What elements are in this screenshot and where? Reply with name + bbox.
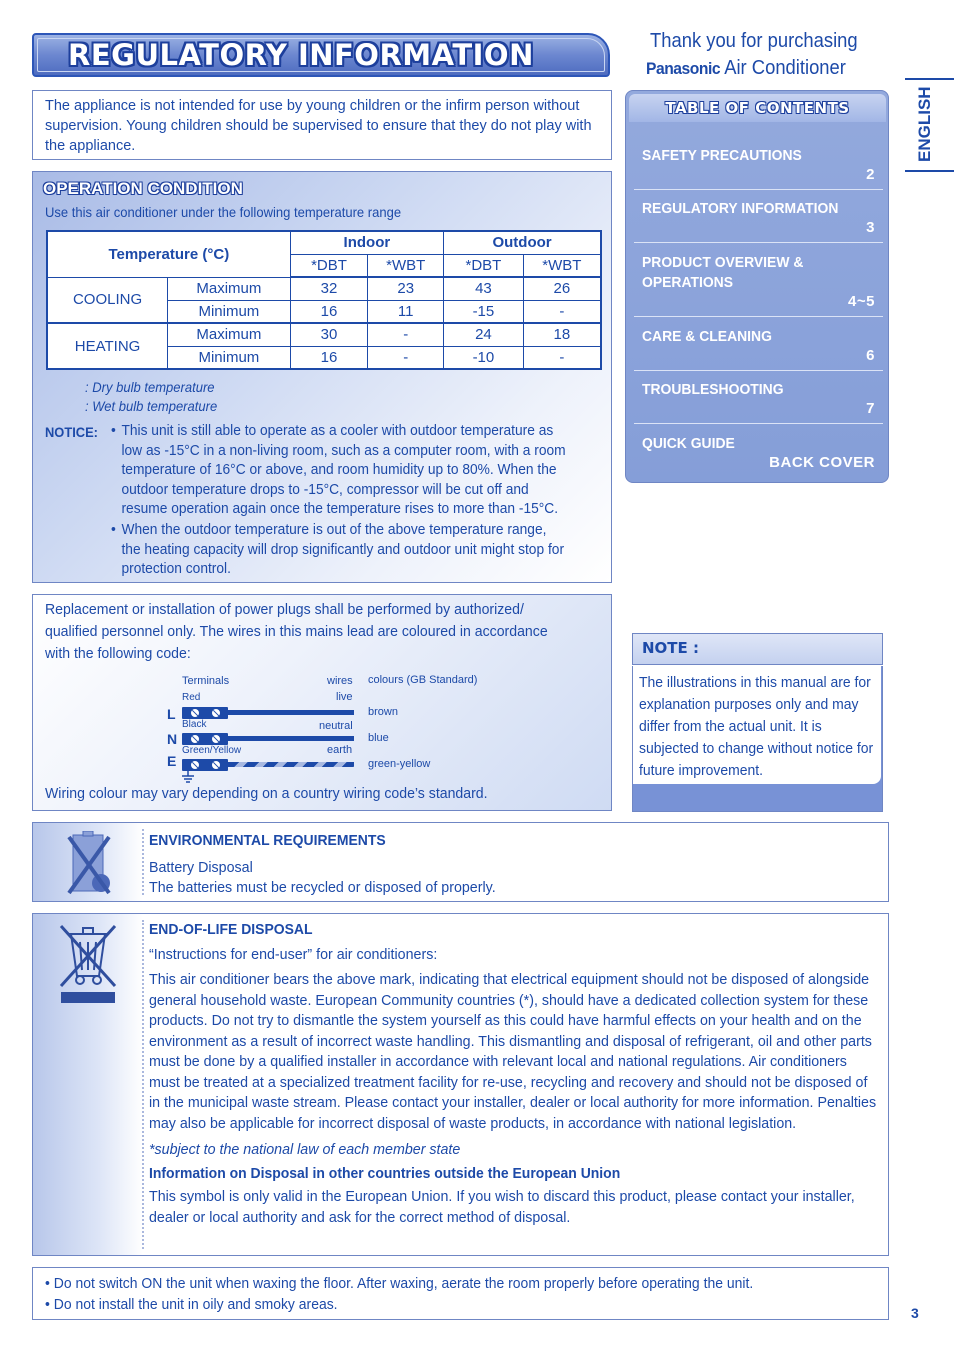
eol-heading: END-OF-LIFE DISPOSAL [149,921,313,938]
notice-text: When the outdoor temperature is out of the above temperature range, the heating capacity will drop significantly and outdoor unit might stop for protection control. [121,522,565,577]
brand-logo: Panasonic [646,59,721,78]
toc-item-label: SAFETY PRECAUTIONS [642,148,802,164]
end-of-life-section [32,913,889,1256]
terminal-block [182,707,228,719]
dotted-divider [142,829,144,895]
note-text: The illustrations in this manual are for explanation purposes only and may differ from the actual unit. It is subjected to change without notice for future improvement. [639,674,874,779]
range-cell: Maximum [168,323,291,346]
value-cell: 16 [290,346,368,369]
eol-footnote: *subject to the national law of each member state [149,1141,461,1158]
warning-line: • Do not install the unit in oily and smoky areas. [45,1296,338,1313]
toc-item-page: 6 [866,347,875,364]
toc-item-page: 2 [866,166,875,183]
wires-label: wires [327,675,353,687]
neutral-wire [228,736,354,741]
environment-line: Battery Disposal [149,858,253,876]
mode-cell: COOLING [47,277,168,323]
note-header [632,633,883,665]
table-of-contents [625,90,889,483]
toc-item[interactable] [634,327,883,371]
environment-content [149,831,882,899]
value-cell: 23 [368,277,444,300]
live-label: live [336,691,353,703]
value-cell: -10 [444,346,524,369]
language-label: ENGLISH [915,86,934,162]
eol-intro: “Instructions for end-user” for air conditioners: [149,945,438,963]
subcol-header: *WBT [523,254,601,277]
eol-outside-heading: Information on Disposal in other countries outside the European Union [149,1164,621,1182]
value-cell: - [523,300,601,323]
wiring-footer: Wiring colour may vary depending on a country wiring code’s standard. [45,785,488,802]
value-cell: 11 [368,300,444,323]
value-cell: 32 [290,277,368,300]
toc-item-label: CARE & CLEANING [642,329,772,345]
toc-item[interactable] [634,380,883,424]
operation-condition-section [32,171,612,583]
screw-icon [211,734,221,744]
value-cell: 30 [290,323,368,346]
value-cell: - [368,346,444,369]
bullet: • [111,522,116,538]
colours-label: colours (GB Standard) [368,674,478,686]
value-cell: 16 [290,300,368,323]
notice-label: NOTICE: [45,424,98,440]
terminal-letter-n: N [167,731,178,747]
earth-wire [228,762,354,767]
value-cell: 24 [444,323,524,346]
eol-body: This air conditioner bears the above mark, indicating that electrical equipment should not be disposed of alongside general household waste. European Community countries (*), should have a dedicated collection system for these products. Do not try to dismantle the system yourself as this could have harmful effects on your health and on the environment as a result of incorrect waste handling. This dismantling and disposal of refrigerant, oil and other parts must be done by a qualified installer in accordance with relevant local and national regulations. Air conditioners must be treated at a specialized treatment facility for re-use, recycling and recovery and should not be disposed of in the municipal waste stream. Please contact your installer, dealer or local authority for more information. Penalties may also be applicable for incorrect disposal of waste products, in accordance with national legislation. [149,971,877,1132]
weee-bin-icon [57,922,119,1004]
table-header-row [47,231,601,254]
toc-item-page: BACK COVER [769,454,875,471]
black-label: Black [182,719,207,730]
eol-outside-body: This symbol is only valid in the European Union. If you wish to discard this product, please contact your installer, dealer or local authority and ask for the correct method of disposal. [149,1188,855,1226]
temperature-table [46,230,602,370]
toc-title: TABLE OF CONTENTS [665,99,850,117]
table-row [47,323,601,346]
temp-header-cell: Temperature (°C) [47,231,290,277]
terminal-letter-e: E [167,753,177,769]
live-wire [228,710,354,715]
green-yellow-label: Green/Yellow [182,745,242,756]
wiring-instructions: Replacement or installation of power plugs shall be performed by authorized/ qualified personnel only. The wires in this mains lead are coloured in accordance with the following code: [45,601,548,662]
ground-icon [181,771,195,783]
operation-heading: OPERATION CONDITION [43,179,243,198]
screw-icon [190,760,200,770]
screw-icon [190,708,200,718]
wiring-section [32,594,612,811]
toc-item-label: PRODUCT OVERVIEW & [642,255,804,271]
screw-icon [190,734,200,744]
end-of-life-content [149,920,882,1228]
toc-item-page: 3 [866,219,875,236]
toc-item-label-line2: OPERATIONS [642,275,734,291]
subcol-header: *WBT [368,254,444,277]
page-number: 3 [911,1305,919,1321]
notice-item [111,521,567,580]
value-cell: - [523,346,601,369]
intro-notice: The appliance is not intended for use by young children or the infirm person without supervision. Young children should be supervised to ensure that they do not play with the appliance. [32,90,612,160]
red-label: Red [182,692,201,703]
language-tab [905,78,954,172]
notice-item [111,422,567,520]
environment-line: The batteries must be recycled or disposed of properly. [149,879,496,896]
subcol-header: *DBT [290,254,368,277]
warning-line: • Do not switch ON the unit when waxing the floor. After waxing, aerate the room properly before operating the unit. [45,1275,754,1292]
toc-header [629,94,886,122]
toc-item[interactable] [634,434,883,478]
value-cell: - [368,323,444,346]
value-cell: 18 [523,323,601,346]
green-yellow-colour-label: green-yellow [368,758,431,770]
bottom-warnings [32,1267,889,1320]
thanks-line: Thank you for purchasing [650,30,858,52]
value-cell: 26 [523,277,601,300]
environmental-requirements-section [32,822,889,902]
terminal-block [182,733,228,745]
dotted-divider [142,920,144,1249]
note-text-panel [633,666,881,784]
value-cell: 43 [444,277,524,300]
blue-label: blue [368,732,389,744]
legend-dbt: : Dry bulb temperature [85,379,215,395]
toc-item-label: TROUBLESHOOTING [642,382,784,398]
outdoor-header: Outdoor [444,231,601,254]
bullet: • [111,423,116,439]
legend-wbt: : Wet bulb temperature [85,398,218,414]
terminal-letter-l: L [167,706,176,722]
battery-disposal-icon [65,831,113,897]
mode-cell: HEATING [47,323,168,369]
title-banner [32,33,610,77]
toc-item-label: QUICK GUIDE [642,436,735,452]
thanks-product-line [646,57,846,80]
terminal-block [182,759,228,771]
toc-item-page: 7 [866,400,875,417]
note-title: NOTE : [642,639,700,657]
environment-heading: ENVIRONMENTAL REQUIREMENTS [149,832,386,849]
range-cell: Maximum [168,277,291,300]
operation-subheading: Use this air conditioner under the following temperature range [45,204,402,220]
toc-item[interactable] [634,146,883,190]
table-row [47,277,601,300]
toc-item[interactable] [634,253,883,317]
screw-icon [211,708,221,718]
note-body [632,666,883,812]
screw-icon [211,760,221,770]
terminals-label: Terminals [182,675,230,687]
value-cell: -15 [444,300,524,323]
range-cell: Minimum [168,300,291,323]
product-name: Air Conditioner [720,57,846,79]
earth-label: earth [327,744,353,756]
range-cell: Minimum [168,346,291,369]
page-title: REGULATORY INFORMATION [68,38,534,72]
title-banner-inner [37,38,605,72]
brown-label: brown [368,706,398,718]
toc-item-page: 4~5 [848,293,875,310]
neutral-label: neutral [319,720,353,732]
indoor-header: Indoor [290,231,443,254]
toc-item-label: REGULATORY INFORMATION [642,201,839,217]
notice-text: This unit is still able to operate as a cooler with outdoor temperature as low as -15°C in a non-living room, such as a computer room, with a room temperature of 16°C or above, and room humidity up to 80%. When the outdoor temperature drops to -15°C, compressor will be cut off and resume operation again once the temperature rises to more than -15°C. [121,423,566,517]
toc-item[interactable] [634,199,883,243]
subcol-header: *DBT [444,254,524,277]
